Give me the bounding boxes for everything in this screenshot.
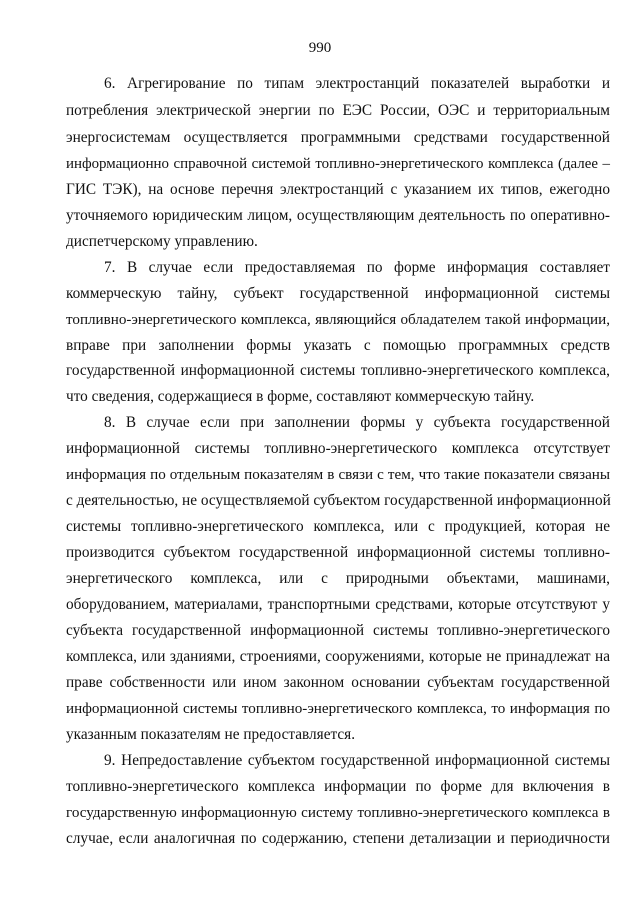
paragraph-8-line: энергетического комплекса, или с природными объектами, машинами, — [66, 570, 610, 587]
paragraph-6-line: ГИС ТЭК), на основе перечня электростанций с указанием их типов, ежегодно — [66, 181, 610, 198]
paragraph-8-line: информационной системы топливно-энергетического комплекса, то информация по — [66, 701, 610, 717]
paragraph-9-line: 9. Непредоставление субъектом государственной информационной системы — [104, 752, 610, 769]
paragraph-8-line: 8. В случае если при заполнении формы у субъекта государственной — [104, 414, 610, 431]
paragraph-7-line: вправе при заполнении формы указать с помощью программных средств — [66, 337, 610, 354]
paragraph-8-line: информационной системы топливно-энергетического комплекса отсутствует — [66, 440, 610, 457]
paragraph-9-line: случае, если аналогичная по содержанию, степени детализации и периодичности — [66, 830, 610, 847]
paragraph-8-line: праве собственности или ином законном основании субъектам государственной — [66, 674, 610, 691]
paragraph-7-line: коммерческую тайну, субъект государственной информационной системы — [66, 285, 610, 302]
paragraph-6-line: диспетчерскому управлению. — [66, 233, 258, 250]
paragraph-6-line: 6. Агрегирование по типам электростанций показателей выработки и — [104, 75, 610, 92]
paragraph-8-line: производится субъектом государственной информационной системы топливно- — [66, 544, 610, 561]
paragraph-9-line: топливно-энергетического комплекса информации по форме для включения в — [66, 778, 610, 795]
paragraph-8-line: указанным показателям не предоставляется. — [66, 726, 356, 743]
paragraph-7-line: топливно-энергетического комплекса, являющийся обладателем такой информации, — [66, 312, 610, 328]
page-number: 990 — [308, 40, 332, 56]
paragraph-8-line: с деятельностью, не осуществляемой субъектом государственной информационной — [66, 492, 611, 509]
paragraph-7-line: государственной информационной системы топливно-энергетического комплекса, — [66, 362, 610, 379]
paragraph-6-line: энергосистемам осуществляется программными средствами государственной — [66, 129, 610, 146]
paragraph-6-line: уточняемого юридическим лицом, осуществляющим деятельность по оперативно- — [66, 207, 610, 224]
paragraph-8-line: оборудованием, материалами, транспортными средствами, которые отсутствуют у — [66, 596, 610, 613]
paragraph-8-line: системы топливно-энергетического комплекса, или с продукцией, которая не — [66, 518, 610, 535]
paragraph-8-line: информация по отдельным показателям в связи с тем, что такие показатели связаны — [66, 467, 610, 483]
paragraph-6-line: потребления электрической энергии по ЕЭС России, ОЭС и территориальным — [66, 102, 610, 119]
paragraph-7-line: что сведения, содержащиеся в форме, составляют коммерческую тайну. — [66, 388, 535, 405]
paragraph-9-line: государственную информационную систему топливно-энергетического комплекса в — [66, 805, 610, 821]
paragraph-7-line: 7. В случае если предоставляемая по форме информация составляет — [104, 259, 610, 276]
paragraph-6-line: информационно справочной системой топливно-энергетического комплекса (далее – — [66, 156, 610, 172]
paragraph-8-line: комплекса, или зданиями, строениями, сооружениями, которые не принадлежат на — [66, 648, 610, 665]
paragraph-8-line: субъекта государственной информационной системы топливно-энергетического — [66, 622, 610, 639]
